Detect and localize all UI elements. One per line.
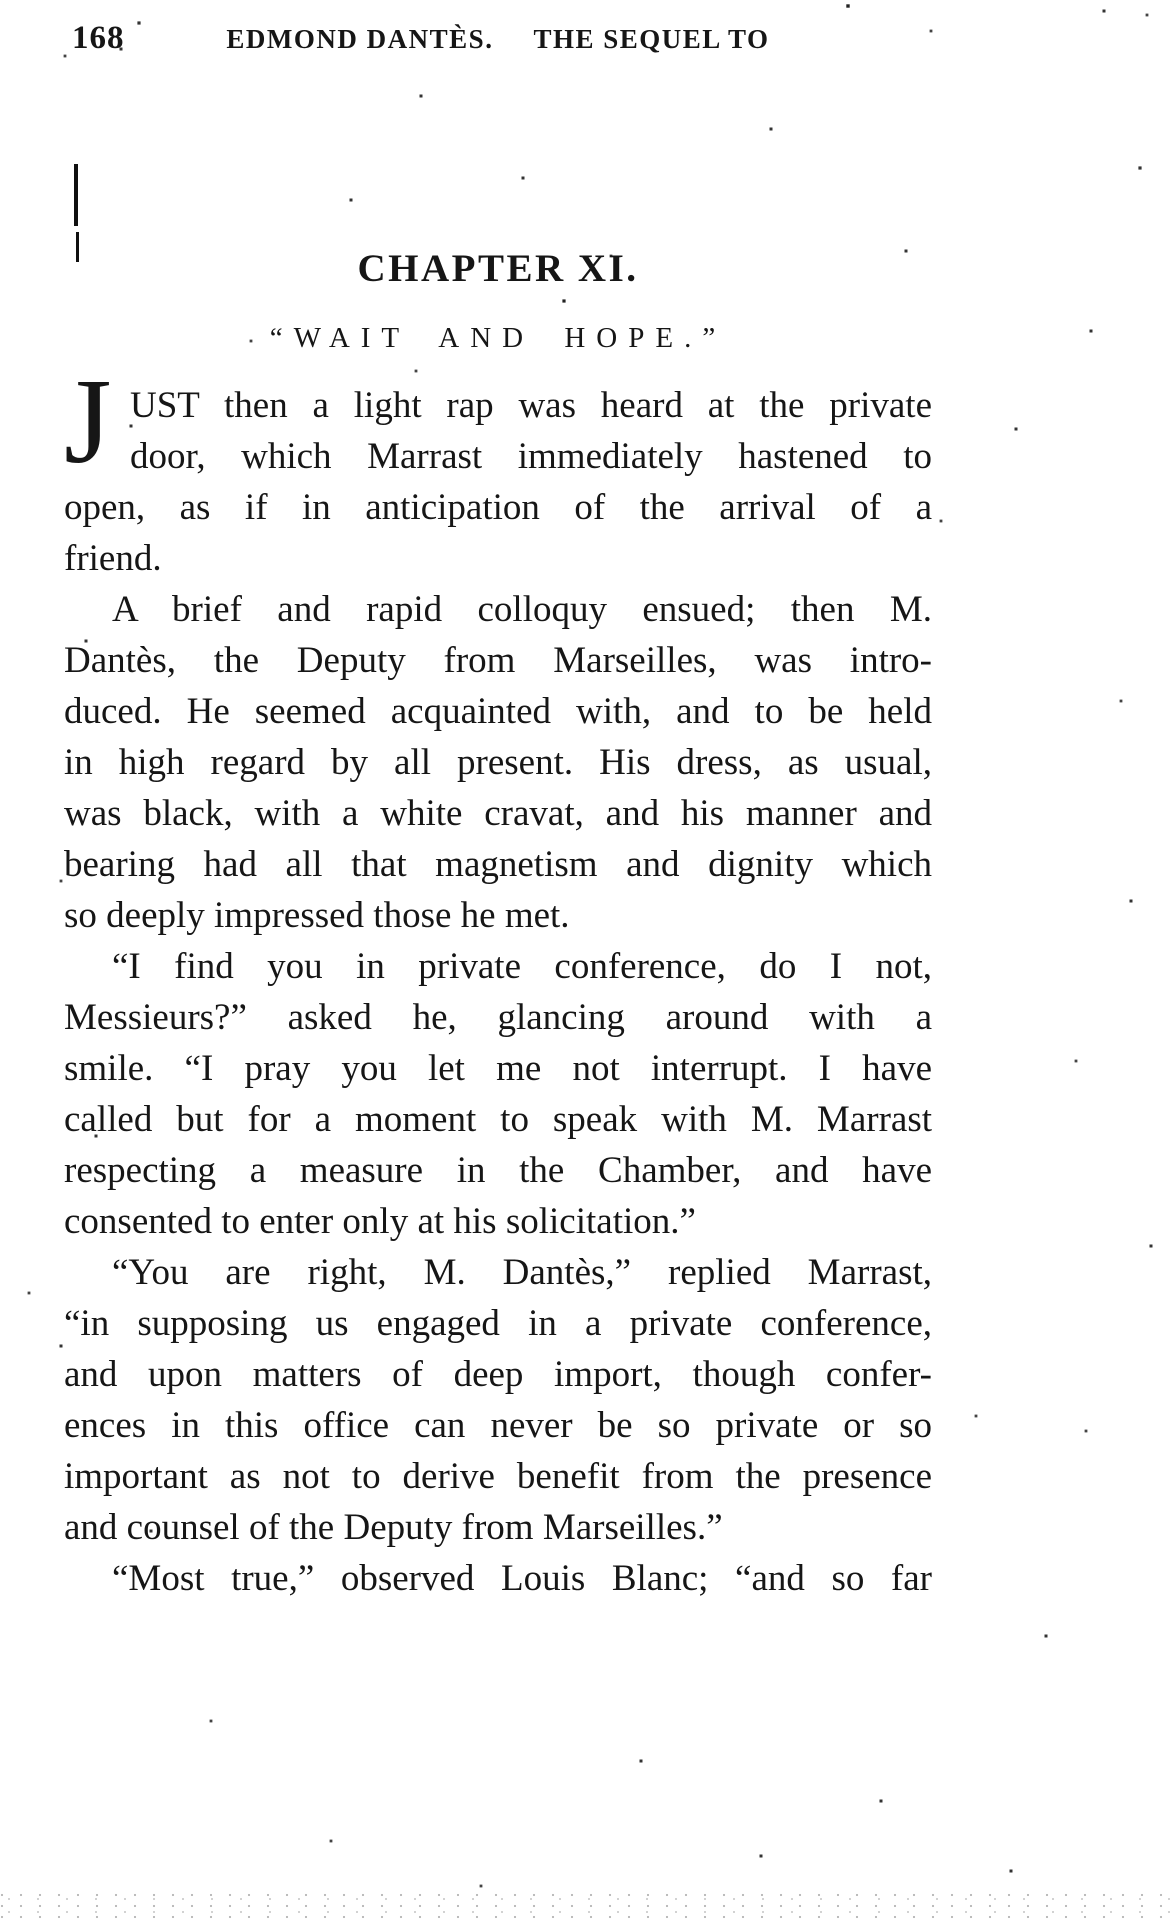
- text-line: and counsel of the Deputy from Marseilles.”: [64, 1507, 723, 1548]
- text-line: door, which Marrast immediately hastened to: [130, 436, 932, 477]
- paragraph: [64, 1553, 932, 1604]
- chapter-subtitle: “WAIT AND HOPE.”: [269, 322, 727, 354]
- chapter-heading: CHAPTER XI.: [357, 247, 639, 290]
- text-line: was black, with a white cravat, and his manner and: [64, 793, 932, 834]
- paragraph: [64, 584, 932, 941]
- running-header: [64, 18, 932, 62]
- running-title-right: THE SEQUEL TO: [533, 24, 770, 54]
- body-text: [64, 354, 932, 1604]
- page-number: 168: [72, 20, 125, 56]
- text-line: friend.: [64, 538, 162, 579]
- paragraph: [64, 1247, 932, 1553]
- text-line: open, as if in anticipation of the arrival of a: [64, 487, 932, 528]
- text-line: bearing had all that magnetism and dignity which: [64, 844, 932, 885]
- text-line: “Most true,” observed Louis Blanc; “and so far: [112, 1558, 932, 1599]
- paragraph: [64, 354, 932, 584]
- text-line: Dantès, the Deputy from Marseilles, was intro-: [64, 640, 932, 681]
- paragraph: [64, 941, 932, 1247]
- text-line: ences in this office can never be so private or so: [64, 1405, 932, 1446]
- text-line: smile. “I pray you let me not interrupt. I have: [64, 1048, 932, 1089]
- text-line: “I find you in private conference, do I not,: [112, 946, 932, 987]
- scan-artifact-mark: [74, 164, 78, 226]
- text-line: UST then a light rap was heard at the private: [130, 385, 932, 426]
- text-line: Messieurs?” asked he, glancing around with a: [64, 997, 932, 1038]
- scan-noise-band: [0, 1893, 1175, 1923]
- text-line: in high regard by all present. His dress, as usual,: [64, 742, 932, 783]
- text-line: duced. He seemed acquainted with, and to be held: [64, 691, 932, 732]
- running-titles: [64, 24, 932, 55]
- text-line: called but for a moment to speak with M. Marrast: [64, 1099, 932, 1140]
- text-line: and upon matters of deep import, though confer-: [64, 1354, 932, 1395]
- text-line: important as not to derive benefit from the presence: [64, 1456, 932, 1497]
- text-line: “in supposing us engaged in a private conference,: [64, 1303, 932, 1344]
- text-line: A brief and rapid colloquy ensued; then M.: [112, 589, 932, 630]
- drop-cap: J: [64, 354, 112, 489]
- text-line: so deeply impressed those he met.: [64, 895, 570, 936]
- running-title-left: EDMOND DANTÈS.: [226, 24, 494, 54]
- text-line: respecting a measure in the Chamber, and have: [64, 1150, 932, 1191]
- scan-noise-specks: [0, 0, 2, 2]
- text-line: “You are right, M. Dantès,” replied Marrast,: [112, 1252, 932, 1293]
- text-line: consented to enter only at his solicitation.”: [64, 1201, 696, 1242]
